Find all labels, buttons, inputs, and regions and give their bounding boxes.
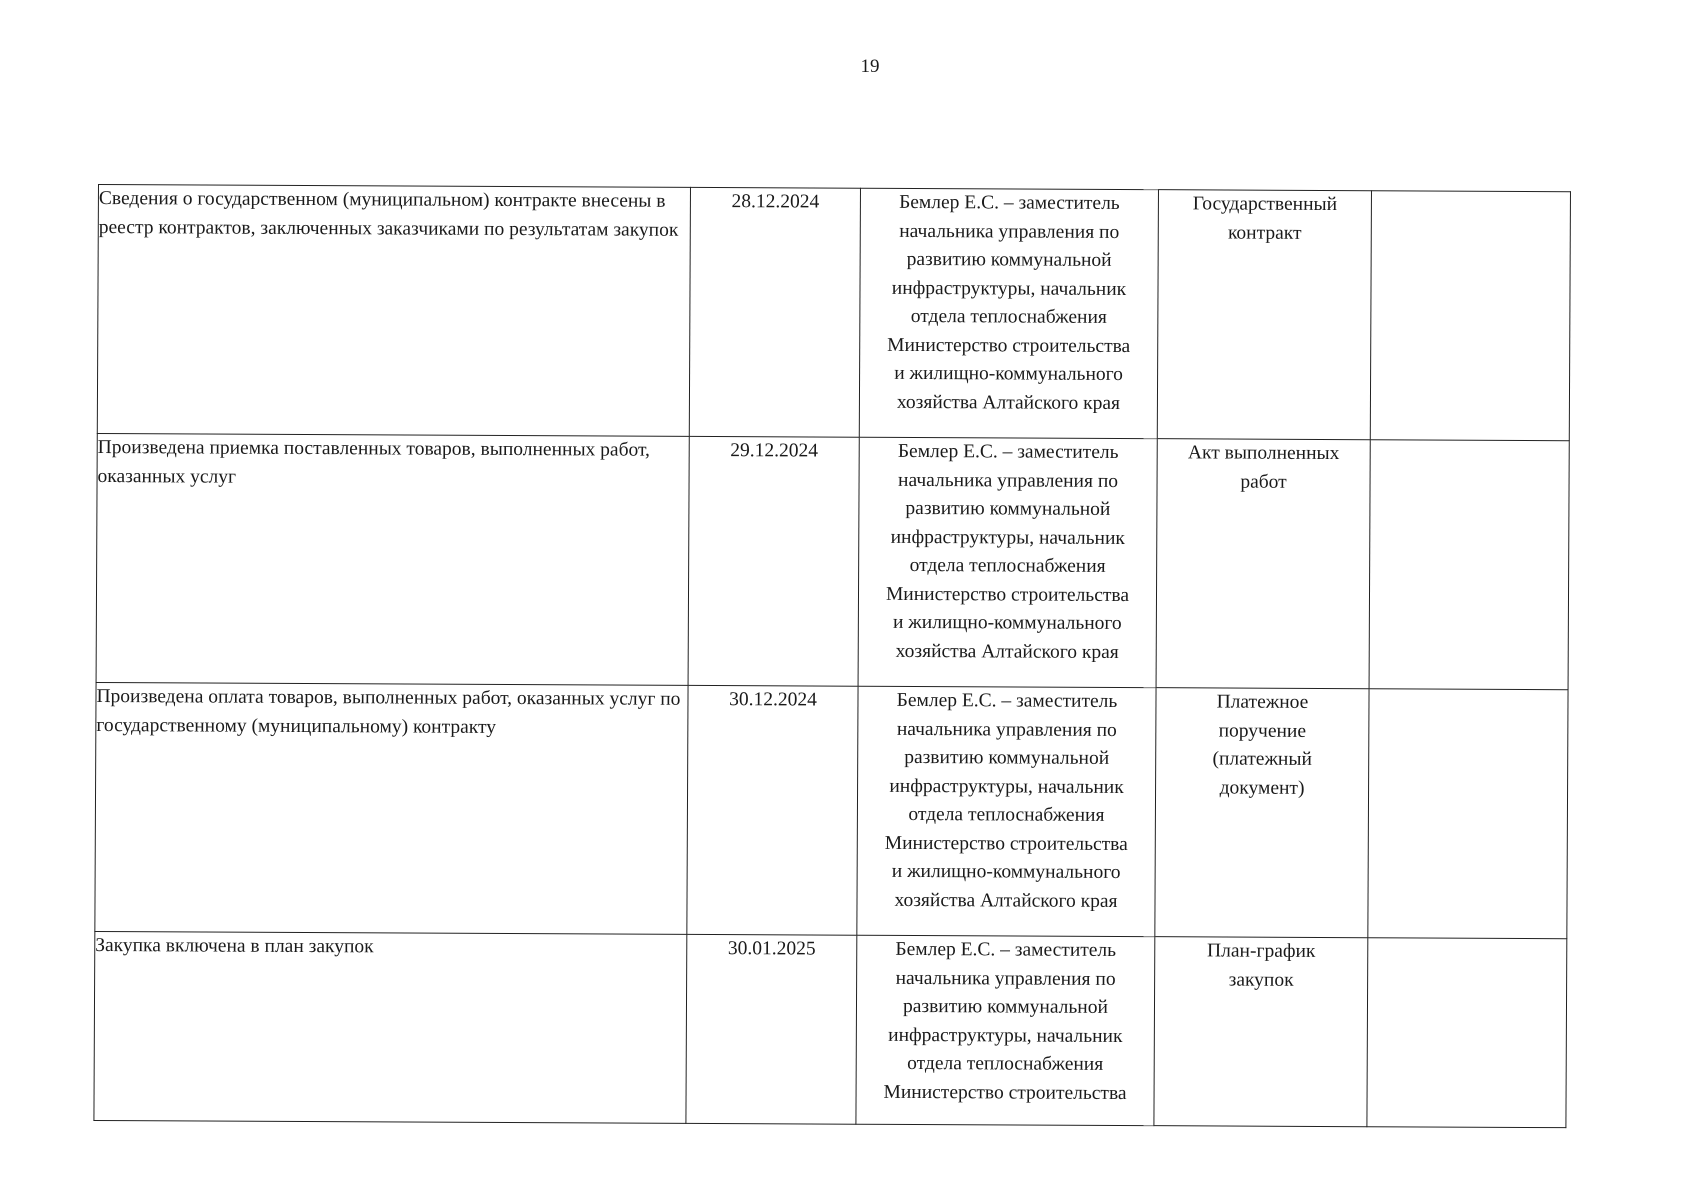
responsible-line: инфраструктуры, начальник [890,526,1125,549]
responsible-line: Министерство строительства [884,832,1128,855]
responsible-line: развитию коммунальной [905,497,1111,520]
document-cell [1155,688,1369,938]
event-cell: Закупка включена в план закупок [94,931,687,1123]
responsible-line: Министерство строительства [883,1081,1127,1104]
responsible-line: развитию коммунальной [902,995,1109,1018]
responsible-line: начальника управления по [896,718,1117,741]
responsible-line: хозяйства Алтайского края [894,889,1118,912]
responsible-line: инфраструктуры, начальник [888,1024,1123,1047]
responsible-line: отдела теплоснабжения [909,554,1106,577]
document-line: Платежное [1216,691,1309,713]
document-line: Акт выполненных [1187,442,1340,465]
document-line: поручение [1218,719,1307,742]
date-cell: 29.12.2024 [688,436,859,686]
document-cell [1157,190,1371,440]
responsible-line: хозяйства Алтайского края [895,640,1119,663]
responsible-line: Министерство строительства [887,334,1131,357]
responsible-line: и жилищно-коммунального [892,611,1122,635]
responsible-line: начальника управления по [899,220,1120,243]
responsible-line: Бемлер Е.С. – заместитель [899,191,1120,214]
responsible-line: Бемлер Е.С. – заместитель [897,440,1119,463]
table-row [95,682,1568,938]
note-cell [1370,191,1570,441]
responsible-line: хозяйства Алтайского края [896,391,1121,414]
table-row [94,931,1567,1127]
table-row [97,185,1570,441]
document-line: (платежный [1212,748,1312,770]
document-cell [1154,937,1368,1127]
responsible-line: развитию коммунальной [906,248,1112,271]
document-cell [1156,439,1370,689]
note-cell [1367,938,1567,1128]
responsible-line: отдела теплоснабжения [908,803,1105,826]
schedule-table [93,184,1571,1128]
page-number: 19 [860,56,880,77]
event-cell: Произведена оплата товаров, выполненных работ, оказанных услуг по государственному (муниципальному) контракту [95,682,688,934]
responsible-line: Бемлер Е.С. – заместитель [895,938,1117,961]
date-cell: 30.12.2024 [687,685,858,935]
responsible-cell [859,188,1158,438]
document-line: План-график [1207,940,1316,962]
responsible-cell [856,935,1155,1125]
document-line: Государственный [1192,193,1338,216]
responsible-line: и жилищно-коммунального [894,362,1123,386]
responsible-line: начальника управления по [895,967,1116,990]
date-cell: 28.12.2024 [689,187,860,437]
responsible-cell [857,686,1156,936]
responsible-line: развитию коммунальной [904,746,1110,769]
document-line: контракт [1227,222,1302,244]
responsible-line: начальника управления по [898,469,1119,492]
responsible-cell [858,437,1157,687]
table-row [96,433,1569,689]
responsible-line: инфраструктуры, начальник [891,277,1127,300]
note-cell [1369,440,1569,690]
responsible-line: отдела теплоснабжения [910,305,1107,328]
responsible-line: Министерство строительства [885,583,1130,606]
event-cell: Сведения о государственном (муниципальном) контракте внесены в реестр контрактов, заключенных заказчиками по результатам закупок [97,185,690,437]
responsible-line: отдела теплоснабжения [907,1052,1104,1075]
responsible-line: и жилищно-коммунального [891,860,1121,884]
responsible-line: Бемлер Е.С. – заместитель [896,689,1118,712]
responsible-line: инфраструктуры, начальник [889,775,1124,798]
document-line: закупок [1228,969,1294,991]
document-line: работ [1240,471,1287,493]
date-cell: 30.01.2025 [686,934,857,1124]
document-line: документ) [1219,776,1305,799]
event-cell: Произведена приемка поставленных товаров, выполненных работ, оказанных услуг [96,433,689,685]
note-cell [1368,689,1568,939]
